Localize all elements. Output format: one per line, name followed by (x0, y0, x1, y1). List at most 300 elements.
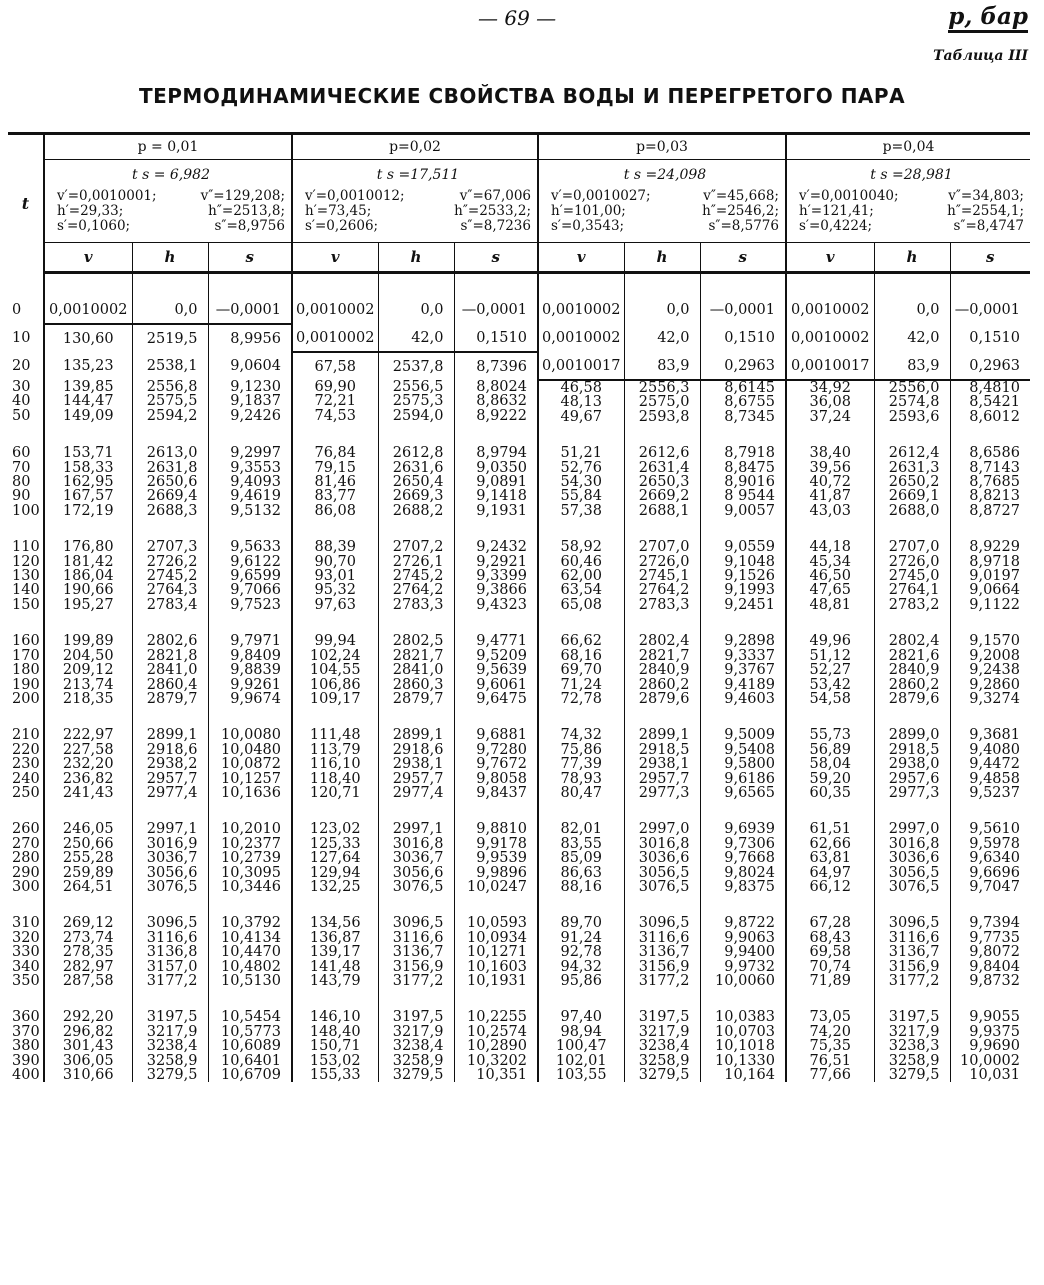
cell-value: 2783,4 (146, 596, 198, 613)
cell-value: 8,6755 (724, 394, 775, 411)
spacer-cell (624, 612, 700, 634)
cell-value: 0,0010002 (791, 302, 870, 318)
cell-value: 3136,8 (146, 944, 198, 961)
cell-value: 2938,1 (392, 756, 444, 773)
cell-value: 2688,3 (146, 502, 198, 519)
cell-value: 9,6939 (724, 821, 775, 838)
cell-value: 120,71 (309, 784, 361, 801)
spacer-cell (378, 518, 454, 540)
pressure-header-row (8, 135, 1030, 160)
table-cell-column (624, 540, 700, 612)
spacer-cell (786, 612, 874, 634)
cell-value: 2593,8 (638, 408, 690, 425)
cell-value: 129,94 (309, 864, 361, 881)
temperature-value: 400 (12, 1067, 40, 1084)
spacer-cell (538, 988, 624, 1010)
table-cell-column (132, 634, 208, 706)
table-row-group (8, 916, 1030, 988)
cell-value: 69,90 (314, 379, 356, 395)
cell-value: 8,8475 (724, 459, 775, 476)
cell-value: 9,3866 (476, 582, 527, 599)
spacer-cell (874, 273, 950, 297)
cell-value: 55,73 (809, 727, 851, 744)
cell-value: 9,5237 (969, 784, 1020, 801)
cell-value: 10,1271 (467, 944, 527, 961)
cell-value: 10,5454 (221, 1009, 281, 1026)
cell-value: 9,3767 (724, 662, 775, 679)
table-cell-column (874, 634, 950, 706)
spacer-cell (44, 706, 132, 728)
cell-value: 83,77 (314, 488, 356, 505)
cell-value: 45,34 (809, 553, 851, 570)
cell-value: 47,65 (809, 582, 851, 599)
spacer-cell (700, 612, 786, 634)
cell-value: 10,0080 (221, 727, 281, 744)
cell-value: 3197,5 (638, 1009, 690, 1026)
cell-value: 74,20 (809, 1023, 851, 1040)
cell-value: 3258,9 (146, 1052, 198, 1069)
saturation-value: v′=0,0010027; (551, 188, 651, 204)
table-cell-column (378, 822, 454, 894)
cell-value: 58,04 (809, 756, 851, 773)
cell-value: 2997,0 (638, 821, 690, 838)
cell-value: 48,81 (809, 596, 851, 613)
cell-value: 3217,9 (146, 1023, 198, 1040)
spacer-cell (378, 612, 454, 634)
group-spacer (8, 706, 1030, 728)
table-cell (44, 296, 132, 324)
spacer-cell (874, 988, 950, 1010)
cell-value: 139,85 (62, 379, 114, 395)
cell-value: 3076,5 (146, 878, 198, 895)
cell-value: 8,8024 (476, 379, 527, 395)
cell-value: 3036,6 (638, 850, 690, 867)
cell-value: 9,0057 (724, 502, 775, 519)
table-cell (700, 296, 786, 324)
cell-value: 9,2438 (969, 662, 1020, 679)
cell-value: 2899,1 (392, 727, 444, 744)
cell-value: 109,17 (309, 690, 361, 707)
cell-value: 259,89 (62, 864, 114, 881)
spacer-cell (292, 800, 378, 822)
page-number: — 69 — (478, 6, 557, 30)
cell-value: 2957,7 (392, 770, 444, 787)
temperature-value: 390 (12, 1052, 40, 1069)
spacer-cell (786, 518, 874, 540)
table-cell-column (624, 1010, 700, 1082)
cell-value: 9,7672 (476, 756, 527, 773)
saturation-value: h′=73,45; (305, 203, 372, 219)
cell-value: 2879,7 (392, 690, 444, 707)
table-cell-column (292, 446, 378, 518)
table-cell-column (44, 380, 132, 424)
cell-value: 136,87 (309, 929, 361, 946)
cell-value: 3238,4 (392, 1038, 444, 1055)
cell-value: 134,56 (309, 915, 361, 932)
cell-value: 301,43 (62, 1038, 114, 1055)
cell-value: 130,60 (62, 330, 114, 347)
cell-value: 76,84 (314, 445, 356, 462)
cell-value: 3016,8 (392, 835, 444, 852)
cell-value: 10,1018 (715, 1038, 775, 1055)
cell-value: 2612,8 (392, 445, 444, 462)
temperature-value: 290 (12, 864, 40, 881)
cell-value: 9,4323 (476, 596, 527, 613)
cell-value: 9,3399 (476, 568, 527, 585)
spacer-cell (208, 800, 292, 822)
cell-value: 62,00 (560, 568, 602, 585)
cell-value: 72,21 (314, 393, 356, 410)
cell-value: 94,32 (560, 958, 602, 975)
saturation-value: h′=121,41; (799, 203, 874, 219)
table-cell-column (132, 728, 208, 800)
cell-value: 51,12 (809, 647, 851, 664)
unit-label: p, бар (948, 4, 1028, 33)
cell-value: 10,0060 (715, 973, 775, 989)
cell-value: 2821,8 (146, 647, 198, 664)
saturation-temperature: t s =28,981 (870, 167, 953, 183)
group-spacer (8, 800, 1030, 822)
cell-value: 99,94 (314, 633, 356, 650)
cell-value: 95,86 (560, 973, 602, 989)
table-cell (874, 352, 950, 380)
cell-value: 139,17 (309, 944, 361, 961)
cell-value: 278,35 (62, 944, 114, 961)
cell-value: 10,1636 (221, 784, 281, 801)
cell-value: 10,0383 (715, 1009, 775, 1026)
cell-value: 9,6340 (969, 850, 1020, 867)
cell-value: 2631,8 (146, 459, 198, 476)
spacer-cell (378, 894, 454, 916)
cell-value: 10,6709 (221, 1067, 281, 1084)
cell-value: —0,0001 (461, 302, 527, 318)
cell-value: 9,2008 (969, 647, 1020, 664)
cell-value: 90,70 (314, 553, 356, 570)
table-cell-column (700, 446, 786, 518)
cell-value: 149,09 (62, 407, 114, 424)
cell-value: 69,58 (809, 944, 851, 961)
cell-value: 34,92 (809, 380, 851, 396)
column-label: h (874, 243, 950, 273)
cell-value: 9,9732 (724, 958, 775, 975)
table-cell-column (454, 446, 538, 518)
cell-value: 2783,3 (638, 596, 690, 613)
cell-value: 77,39 (560, 756, 602, 773)
group-spacer (8, 988, 1030, 1010)
cell-value: 241,43 (62, 784, 114, 801)
table-cell-column (208, 380, 292, 424)
cell-value: 9,1048 (724, 553, 775, 570)
column-label: v (786, 243, 874, 273)
cell-value: 40,72 (809, 474, 851, 491)
temperature-value: 280 (12, 850, 40, 867)
cell-value: 56,89 (809, 741, 851, 758)
cell-value: 2726,0 (638, 553, 690, 570)
table-body (8, 273, 1030, 1083)
cell-value: 9,0604 (230, 358, 281, 374)
table-cell (208, 296, 292, 324)
group-spacer (8, 424, 1030, 446)
cell-value: 9,6599 (230, 568, 281, 585)
cell-value: 46,50 (809, 568, 851, 585)
spacer-cell (950, 612, 1030, 634)
temperature-value: 150 (12, 596, 40, 613)
spacer-cell (624, 988, 700, 1010)
cell-value: 2841,0 (146, 662, 198, 679)
temperature-column (8, 1010, 44, 1082)
spacer-cell (44, 988, 132, 1010)
cell-value: 2745,2 (146, 568, 198, 585)
cell-value: 3056,5 (638, 864, 690, 881)
cell-value: 9,5800 (724, 756, 775, 773)
cell-value: 2556,0 (888, 380, 940, 396)
table-cell-column (874, 822, 950, 894)
cell-value: 9,0350 (476, 459, 527, 476)
cell-value: 0,0 (420, 302, 444, 318)
cell-value: 0,0010017 (791, 357, 870, 374)
cell-value: 2764,1 (888, 582, 940, 599)
cell-value: 9,2432 (476, 539, 527, 556)
cell-value: 9,8839 (230, 662, 281, 679)
spacer-cell (8, 988, 44, 1010)
cell-value: 8,7345 (724, 408, 775, 425)
spacer-cell (292, 706, 378, 728)
cell-value: 54,30 (560, 474, 602, 491)
spacer-cell (8, 518, 44, 540)
cell-value: 9,5633 (230, 539, 281, 556)
table-cell-column (132, 380, 208, 424)
temperature-column (8, 634, 44, 706)
cell-value: 49,96 (809, 633, 851, 650)
spacer-cell (874, 894, 950, 916)
cell-value: 51,21 (560, 445, 602, 462)
column-label: s (950, 243, 1030, 273)
table-cell (132, 352, 208, 380)
cell-value: 9,2898 (724, 633, 775, 650)
temperature-value: 380 (12, 1038, 40, 1055)
table-cell-column (538, 916, 624, 988)
cell-value: 3116,6 (392, 929, 444, 946)
cell-value: 9,1837 (230, 393, 281, 410)
column-label: s (208, 243, 292, 273)
cell-value: 75,86 (560, 741, 602, 758)
table-cell (132, 296, 208, 324)
cell-value: 3177,2 (638, 973, 690, 989)
cell-value: 2574,8 (888, 394, 940, 411)
cell-value: 9,3553 (230, 459, 281, 476)
spacer-cell (454, 273, 538, 297)
table-cell-column (950, 822, 1030, 894)
temperature-value: 240 (12, 770, 40, 787)
table-cell (208, 324, 292, 352)
cell-value: 3136,7 (392, 944, 444, 961)
pressure-header: p=0,03 (538, 135, 786, 160)
table-cell-column (132, 540, 208, 612)
spacer-cell (44, 800, 132, 822)
spacer-cell (292, 424, 378, 446)
cell-value: 0,1510 (724, 330, 775, 346)
table-cell-column (700, 916, 786, 988)
cell-value: 54,58 (809, 690, 851, 707)
saturation-value: h″=2546,2; (702, 203, 779, 219)
saturation-value: s′=0,4224; (799, 218, 873, 234)
table-cell-column (292, 1010, 378, 1082)
cell-value: 9,1122 (969, 596, 1020, 613)
temperature-value: 200 (12, 690, 40, 707)
saturation-value: v″=45,668; (703, 188, 779, 204)
saturation-value: s′=0,2606; (305, 218, 379, 234)
spacer-cell (786, 800, 874, 822)
cell-value: 181,42 (62, 553, 114, 570)
spacer-cell (292, 988, 378, 1010)
cell-value: 9,9539 (476, 850, 527, 867)
group-spacer (8, 894, 1030, 916)
cell-value: 55,84 (560, 488, 602, 505)
cell-value: 9,4472 (969, 756, 1020, 773)
cell-value: 9,9896 (476, 864, 527, 881)
cell-value: 9,2997 (230, 445, 281, 462)
saturation-value: v″=129,208; (200, 188, 285, 204)
saturation-value: v′=0,0010012; (305, 188, 405, 204)
steam-properties-table (8, 132, 1030, 1082)
table-cell-column (538, 634, 624, 706)
cell-value: 153,02 (309, 1052, 361, 1069)
cell-value: 9,5408 (724, 741, 775, 758)
cell-value: 9,8722 (724, 915, 775, 932)
temperature-value: 310 (12, 915, 40, 932)
table-cell (624, 324, 700, 352)
cell-value: 144,47 (62, 393, 114, 410)
cell-value: 104,55 (309, 662, 361, 679)
cell-value: 9,2921 (476, 553, 527, 570)
cell-value: 2688,1 (638, 502, 690, 519)
table-cell-column (786, 822, 874, 894)
spacer-cell (8, 894, 44, 916)
cell-value: 9,3337 (724, 647, 775, 664)
cell-value: 10,2574 (467, 1023, 527, 1040)
cell-value: 72,78 (560, 690, 602, 707)
table-cell (454, 296, 538, 324)
cell-value: 9,7306 (724, 835, 775, 852)
cell-value: 2938,0 (888, 756, 940, 773)
table-cell-column (208, 446, 292, 518)
cell-value: 116,10 (309, 756, 361, 773)
spacer-cell (378, 988, 454, 1010)
cell-value: 2899,1 (638, 727, 690, 744)
cell-value: 222,97 (62, 727, 114, 744)
cell-value: 3279,5 (638, 1067, 690, 1084)
temperature-value: 110 (12, 539, 40, 556)
cell-value: 9,7971 (230, 633, 281, 650)
saturation-value: s″=8,5776 (708, 218, 779, 234)
table-cell-column (538, 822, 624, 894)
cell-value: 9,5209 (476, 647, 527, 664)
cell-value: 2538,1 (146, 358, 198, 374)
saturation-value: h″=2554,1; (947, 203, 1024, 219)
spacer-cell (786, 424, 874, 446)
cell-value: 10,351 (476, 1067, 527, 1084)
table-row-group (8, 728, 1030, 800)
table-cell-column (454, 1010, 538, 1082)
table-cell-column (700, 822, 786, 894)
cell-value: 155,33 (309, 1067, 361, 1084)
table-cell (700, 352, 786, 380)
cell-value: 113,79 (309, 741, 361, 758)
table-cell-column (44, 540, 132, 612)
spacer-cell (538, 612, 624, 634)
table-row-group (8, 380, 1030, 424)
cell-value: 2899,1 (146, 727, 198, 744)
table-cell-column (378, 540, 454, 612)
cell-value: 10,3202 (467, 1052, 527, 1069)
cell-value: 264,51 (62, 878, 114, 895)
cell-value: 3279,5 (888, 1067, 940, 1084)
cell-value: 68,16 (560, 647, 602, 664)
cell-value: 8,6145 (724, 380, 775, 396)
cell-value: 3076,5 (888, 878, 940, 895)
cell-value: 102,24 (309, 647, 361, 664)
table-cell (454, 352, 538, 380)
cell-value: 199,89 (62, 633, 114, 650)
cell-value: 10,164 (724, 1067, 775, 1084)
cell-value: 3177,2 (146, 973, 198, 989)
cell-value: 2707,0 (638, 539, 690, 556)
spacer-cell (538, 706, 624, 728)
cell-value: 8 9544 (724, 488, 775, 505)
cell-value: 9,9400 (724, 944, 775, 961)
cell-value: 296,82 (62, 1023, 114, 1040)
table-cell-column (378, 728, 454, 800)
table-cell-column (700, 728, 786, 800)
cell-value: 100,47 (555, 1038, 607, 1055)
cell-value: 0,1510 (476, 329, 527, 346)
cell-value: 2879,7 (146, 690, 198, 707)
cell-value: 79,15 (314, 459, 356, 476)
cell-value: 38,40 (809, 445, 851, 462)
cell-value: 3258,9 (888, 1052, 940, 1069)
table-cell-column (454, 634, 538, 706)
spacer-cell (538, 800, 624, 822)
cell-value: 0,1510 (969, 330, 1020, 346)
spacer-cell (624, 800, 700, 822)
cell-value: 9,5639 (476, 662, 527, 679)
cell-value: 3056,6 (392, 864, 444, 881)
temperature-value: 220 (12, 741, 40, 758)
spacer-cell (786, 894, 874, 916)
cell-value: 75,35 (809, 1038, 851, 1055)
temperature-value: 230 (12, 756, 40, 773)
table-cell-column (950, 446, 1030, 518)
spacer-cell (624, 273, 700, 297)
cell-value: 2726,2 (146, 553, 198, 570)
cell-value: 9,7735 (969, 929, 1020, 946)
column-label: v (292, 243, 378, 273)
cell-value: 213,74 (62, 676, 114, 693)
cell-value: 10,0703 (715, 1023, 775, 1040)
cell-value: 85,09 (560, 850, 602, 867)
cell-value: 2556,5 (392, 379, 444, 395)
column-label: v (538, 243, 624, 273)
cell-value: 9,0891 (476, 474, 527, 491)
table-cell (950, 352, 1030, 380)
spacer-cell (950, 273, 1030, 297)
cell-value: 97,40 (560, 1009, 602, 1026)
cell-value: 9,9261 (230, 676, 281, 693)
cell-value: 2918,6 (146, 741, 198, 758)
temperature-value: 260 (12, 821, 40, 838)
cell-value: 2612,6 (638, 445, 690, 462)
cell-value: 83,9 (907, 357, 940, 374)
